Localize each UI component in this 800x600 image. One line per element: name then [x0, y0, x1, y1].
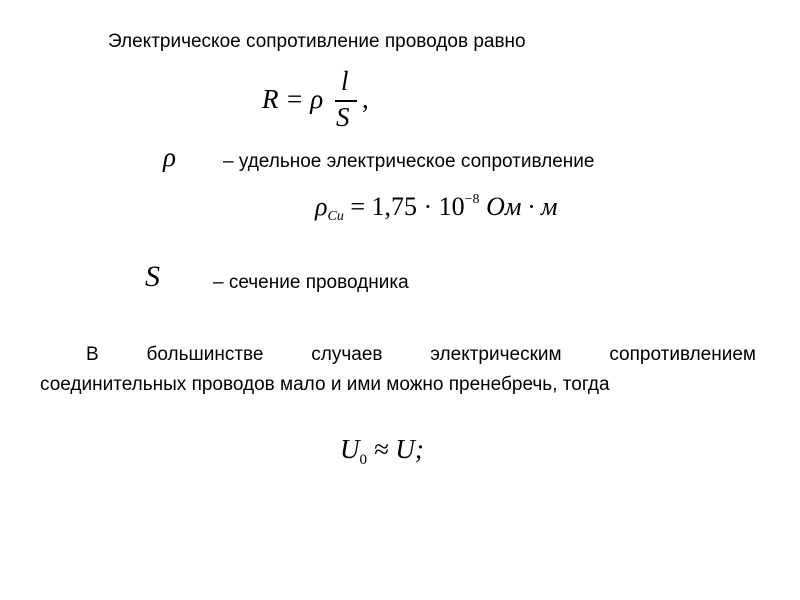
resistance-formula-lhs: R = ρ	[262, 84, 324, 114]
paragraph-line-1: В большинстве случаев электрическим сопротивлением	[86, 344, 756, 365]
voltage-approximation-formula	[340, 434, 424, 469]
voltage-relation: ≈ U;	[367, 434, 424, 464]
copper-resistivity-formula	[315, 192, 558, 225]
explanation-paragraph	[40, 340, 756, 400]
rho-cu-symbol: ρ	[315, 192, 328, 221]
length-over-area-fraction	[334, 66, 358, 136]
fraction-numerator: l	[341, 66, 349, 96]
rho-cu-unit: Ом · м	[479, 192, 558, 221]
area-symbol: S	[145, 260, 160, 293]
rho-cu-exponent: −8	[464, 192, 480, 207]
paragraph-line-2: соединительных проводов мало и ими можно пренебречь, тогда	[40, 374, 610, 395]
rho-cu-value: = 1,75 · 10	[343, 192, 465, 221]
rho-description: – удельное электрическое сопротивление	[223, 151, 595, 172]
rho-symbol: ρ	[163, 142, 176, 172]
fraction-denominator: S	[336, 102, 350, 132]
formula-trailing-comma: ,	[362, 84, 369, 114]
voltage-u0-symbol: U	[340, 434, 360, 464]
area-description: – сечение проводника	[213, 272, 409, 293]
voltage-u0-subscript: 0	[359, 452, 367, 468]
rho-cu-subscript: Cu	[327, 209, 344, 224]
intro-text: Электрическое сопротивление проводов равно	[108, 31, 526, 52]
